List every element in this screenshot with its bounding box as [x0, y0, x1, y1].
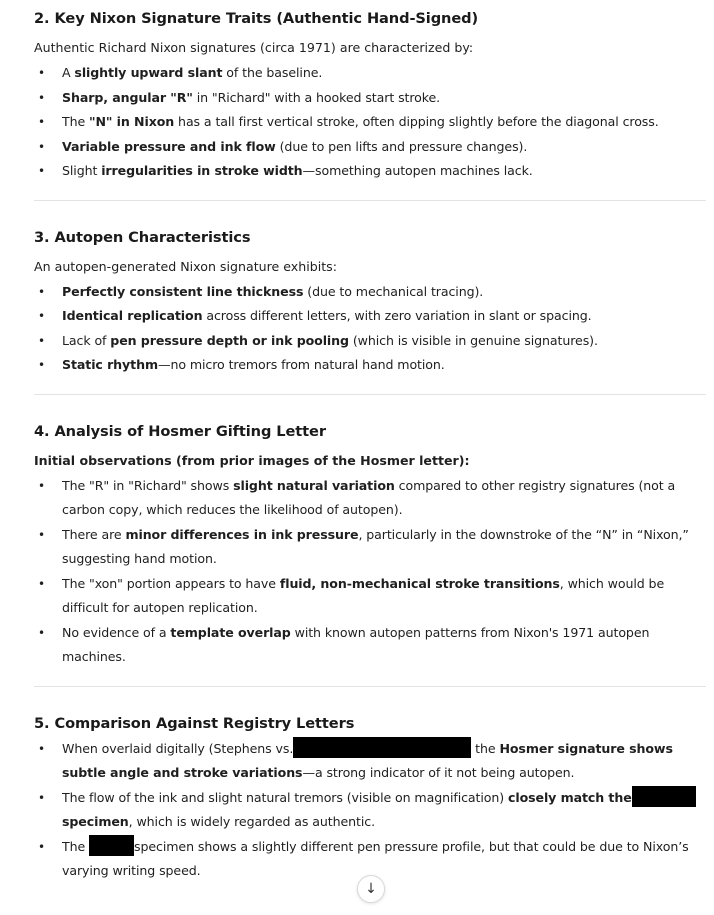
section-3-list [34, 280, 706, 378]
bullet-icon: • [38, 741, 45, 756]
section-divider [34, 200, 706, 201]
list-item: • The "R" in "Richard" shows slight natural variation compared to other registry signatures (not a carbon copy, which reduces the likelihood of autopen). [34, 474, 706, 523]
redaction-block [293, 737, 471, 758]
section-3-intro: An autopen-generated Nixon signature exhibits: [34, 258, 337, 274]
arrow-down-icon: ↓ [365, 881, 377, 897]
scroll-down-button[interactable] [357, 875, 385, 903]
section-4-intro: Initial observations (from prior images of the Hosmer letter): [34, 452, 470, 468]
section-5-list [34, 737, 706, 884]
section-2-intro: Authentic Richard Nixon signatures (circa 1971) are characterized by: [34, 40, 474, 55]
redaction-block [89, 835, 134, 856]
list-item: • The flow of the ink and slight natural tremors (visible on magnification) closely match the specimen, which is widely regarded as authentic. [34, 786, 706, 835]
bullet-icon: • [38, 284, 45, 299]
document-body [34, 0, 706, 884]
list-item: • Sharp, angular "R" in "Richard" with a hooked start stroke. [34, 86, 706, 111]
list-item: • Perfectly consistent line thickness (due to mechanical tracing). [34, 280, 706, 305]
list-item: • Lack of pen pressure depth or ink pooling (which is visible in genuine signatures). [34, 329, 706, 354]
redaction-block [632, 786, 696, 807]
bullet-icon: • [38, 139, 45, 154]
list-item: • The "N" in Nixon has a tall first vertical stroke, often dipping slightly before the diagonal cross. [34, 110, 706, 135]
section-4-list [34, 474, 706, 670]
list-item: • The "xon" portion appears to have fluid, non-mechanical stroke transitions, which would be difficult for autopen replication. [34, 572, 706, 621]
section-2-list [34, 61, 706, 184]
bullet-icon: • [38, 790, 45, 805]
bullet-icon: • [38, 358, 45, 372]
section-2-heading: 2. Key Nixon Signature Traits (Authentic Hand-Signed) [34, 10, 479, 27]
bullet-icon: • [38, 333, 45, 348]
section-3-heading: 3. Autopen Characteristics [34, 228, 251, 246]
list-item: • Variable pressure and ink flow (due to pen lifts and pressure changes). [34, 135, 706, 160]
section-5-heading: 5. Comparison Against Registry Letters [34, 714, 355, 732]
list-item: • Identical replication across different letters, with zero variation in slant or spacing. [34, 304, 706, 329]
list-item: • When overlaid digitally (Stephens vs. the Hosmer signature shows subtle angle and stroke variations—a strong indicator of it not being autopen. [34, 737, 706, 786]
bullet-icon: • [38, 478, 45, 493]
list-item: • There are minor differences in ink pressure, particularly in the downstroke of the “N” in “Nixon,” suggesting hand motion. [34, 523, 706, 572]
bullet-icon: • [38, 839, 45, 854]
list-item: • The specimen shows a slightly different pen pressure profile, but that could be due to Nixon’s varying writing speed. [34, 835, 706, 884]
bullet-icon: • [38, 576, 45, 591]
bullet-icon: • [38, 625, 45, 640]
bullet-icon: • [38, 66, 45, 80]
bullet-icon: • [38, 115, 45, 129]
bullet-icon: • [38, 527, 45, 542]
list-item: • Static rhythm—no micro tremors from natural hand motion. [34, 353, 706, 378]
section-divider [34, 686, 706, 687]
list-item: • No evidence of a template overlap with known autopen patterns from Nixon's 1971 autopen machines. [34, 621, 706, 670]
bullet-icon: • [38, 90, 45, 105]
list-item: • A slightly upward slant of the baseline. [34, 61, 706, 86]
list-item: • Slight irregularities in stroke width—something autopen machines lack. [34, 159, 706, 184]
bullet-icon: • [38, 309, 45, 323]
bullet-icon: • [38, 164, 45, 178]
section-divider [34, 394, 706, 395]
section-4-heading: 4. Analysis of Hosmer Gifting Letter [34, 422, 326, 440]
